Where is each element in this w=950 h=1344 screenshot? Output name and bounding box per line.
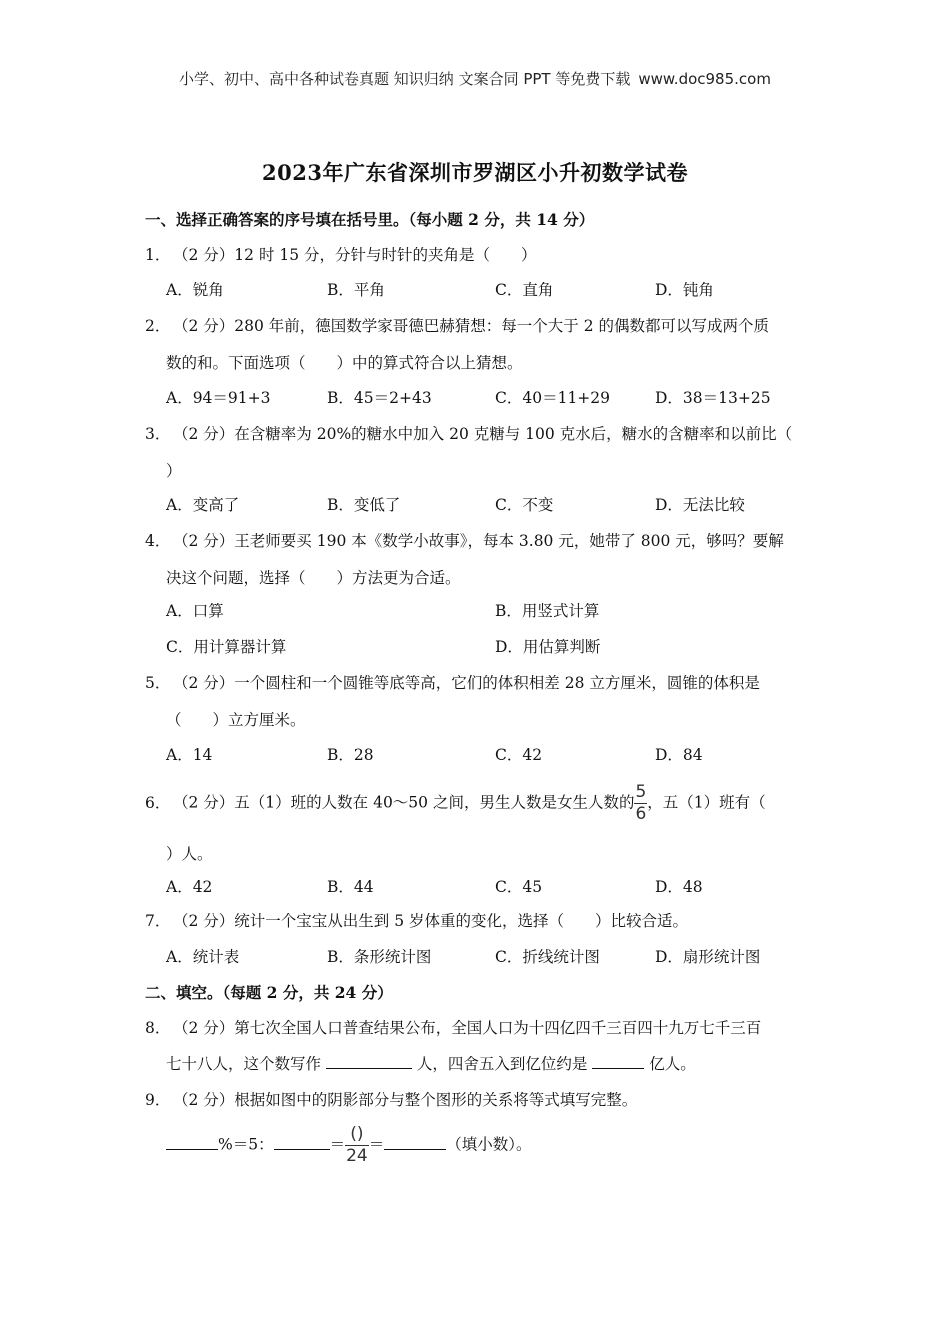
header-text: 小学、初中、高中各种试卷真题 知识归纳 文案合同 PPT 等免费下载	[179, 70, 631, 88]
question-text: （2 分）统计一个宝宝从出生到 5 岁体重的变化，选择（ ）比较合适。	[173, 912, 689, 930]
question-text: （2 分）根据如图中的阴影部分与整个图形的关系将等式填写完整。	[173, 1091, 638, 1109]
question-6	[145, 784, 766, 823]
question-text: （2 分）王老师要买 190 本《数学小故事》，每本 3.80 元，她带了 800 元，够吗？要解	[173, 532, 784, 550]
q1-option-c: C．直角	[495, 281, 554, 299]
q5-option-a: A．14	[166, 746, 213, 764]
q6-option-a: A．42	[166, 878, 213, 896]
equation-equals-2: ＝	[368, 1135, 385, 1154]
q6-option-b: B．44	[327, 878, 374, 896]
question-number: 7．	[145, 912, 171, 930]
fraction-blank-over-24	[345, 1126, 369, 1165]
question-text: （2 分）12 时 15 分，分针与时针的夹角是（ ）	[173, 246, 537, 264]
question-number: 5．	[145, 674, 171, 692]
question-number: 4．	[145, 532, 171, 550]
question-number: 8．	[145, 1019, 171, 1037]
answer-blank-percent[interactable]	[166, 1135, 218, 1150]
question-3	[145, 424, 792, 444]
q2-option-c: C．40＝11+29	[495, 389, 611, 407]
q1-option-b: B．平角	[327, 281, 385, 299]
equation-percent: %＝5：	[218, 1135, 274, 1154]
fraction-numerator: ()	[350, 1124, 364, 1144]
question-number: 9．	[145, 1091, 171, 1109]
question-8	[145, 1018, 761, 1038]
question-5	[145, 673, 760, 693]
q4-option-a: A．口算	[166, 602, 224, 620]
answer-blank-rounded[interactable]	[592, 1054, 644, 1069]
section-heading-1: 一、选择正确答案的序号填在括号里。（每小题 2 分，共 14 分）	[145, 210, 595, 229]
question-number: 3．	[145, 425, 171, 443]
q6-option-c: C．45	[495, 878, 543, 896]
question-text-b: 人，四舍五入到亿位约是	[416, 1055, 588, 1073]
question-9-equation	[166, 1126, 532, 1165]
equation-tail: （填小数）。	[446, 1135, 532, 1154]
question-8-line-2	[166, 1054, 696, 1074]
question-number: 6．	[145, 793, 171, 812]
question-text: （2 分）第七次全国人口普查结果公布，全国人口为十四亿四千三百四十九万七千三百	[173, 1019, 762, 1037]
question-number: 2．	[145, 317, 171, 335]
question-text-a: （2 分）五（1）班的人数在 40～50 之间，男生人数是女生人数的	[173, 793, 635, 812]
q4-option-c: C．用计算器计算	[166, 638, 287, 656]
q1-option-d: D．钝角	[655, 281, 714, 299]
question-text: （2 分）一个圆柱和一个圆锥等底等高，它们的体积相差 28 立方厘米，圆锥的体积是	[173, 674, 760, 692]
equation-equals-1: ＝	[329, 1135, 346, 1154]
exam-title: 2023年广东省深圳市罗湖区小升初数学试卷	[262, 160, 688, 185]
q7-option-b: B．条形统计图	[327, 948, 432, 966]
q2-option-d: D．38＝13+25	[655, 389, 771, 407]
fraction-denominator: 24	[346, 1146, 368, 1166]
question-9	[145, 1090, 637, 1110]
question-text-c: 亿人。	[649, 1055, 696, 1073]
question-2	[145, 316, 769, 336]
q6-option-d: D．48	[655, 878, 703, 896]
q7-option-d: D．扇形统计图	[655, 948, 761, 966]
q2-option-a: A．94＝91+3	[166, 389, 271, 407]
q4-option-b: B．用竖式计算	[495, 602, 600, 620]
question-text: （2 分）280 年前，德国数学家哥德巴赫猜想：每一个大于 2 的偶数都可以写成两个质	[173, 317, 770, 335]
answer-blank-decimal[interactable]	[384, 1135, 446, 1150]
question-6-line-2: ）人。	[166, 845, 213, 863]
q3-option-b: B．变低了	[327, 496, 401, 514]
section-heading-2: 二、填空。（每题 2 分，共 24 分）	[145, 983, 393, 1002]
page-header	[0, 68, 950, 89]
q2-option-b: B．45＝2+43	[327, 389, 432, 407]
q5-option-b: B．28	[327, 746, 374, 764]
header-url[interactable]: www.doc985.com	[638, 70, 771, 88]
q5-option-c: C．42	[495, 746, 543, 764]
q5-option-d: D．84	[655, 746, 703, 764]
question-text-b: ，五（1）班有（	[647, 793, 766, 812]
question-number: 1．	[145, 246, 171, 264]
q3-option-d: D．无法比较	[655, 496, 745, 514]
question-7	[145, 911, 688, 931]
answer-blank-ratio[interactable]	[274, 1135, 330, 1150]
question-3-line-2: ）	[166, 462, 182, 480]
q3-option-a: A．变高了	[166, 496, 240, 514]
question-text: （2 分）在含糖率为 20%的糖水中加入 20 克糖与 100 克水后，糖水的含糖率和以前比（	[173, 425, 793, 443]
question-text-a: 七十八人，这个数写作	[166, 1055, 322, 1073]
answer-blank-number[interactable]	[326, 1054, 412, 1069]
question-1	[145, 245, 537, 265]
question-4-line-2: 决这个问题，选择（ ）方法更为合适。	[166, 569, 461, 587]
q7-option-a: A．统计表	[166, 948, 240, 966]
q1-option-a: A．锐角	[166, 281, 224, 299]
fraction-numerator: 5	[635, 782, 647, 802]
question-5-line-2: （ ）立方厘米。	[166, 711, 306, 729]
q3-option-c: C．不变	[495, 496, 554, 514]
fraction-five-sixths	[634, 784, 647, 823]
fraction-denominator: 6	[635, 804, 647, 824]
question-2-line-2: 数的和。下面选项（ ）中的算式符合以上猜想。	[166, 354, 523, 372]
question-4	[145, 531, 784, 551]
q7-option-c: C．折线统计图	[495, 948, 600, 966]
q4-option-d: D．用估算判断	[495, 638, 601, 656]
